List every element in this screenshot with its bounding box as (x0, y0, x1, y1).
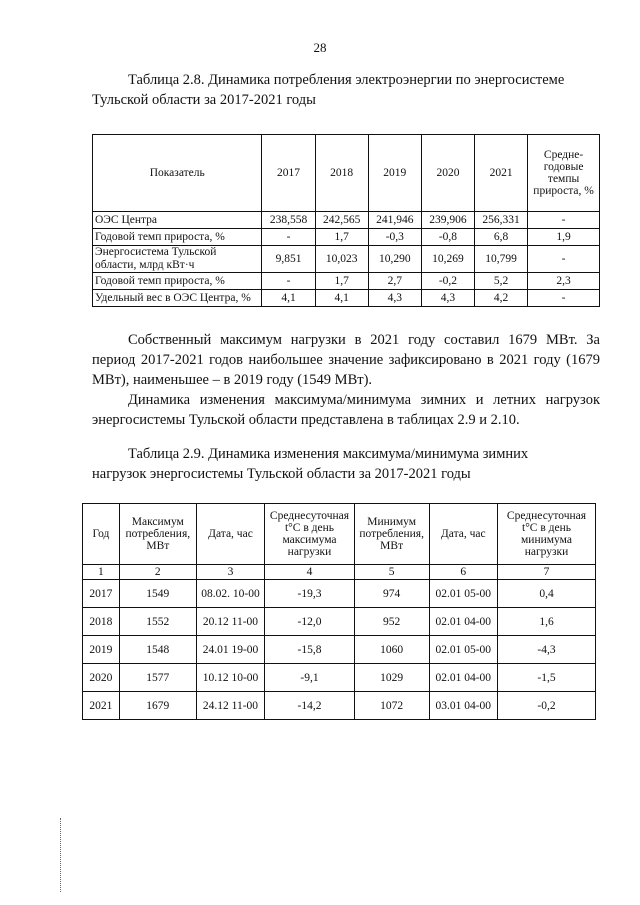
table-cell: 2018 (83, 608, 120, 636)
table-cell: 02.01 05-00 (429, 580, 497, 608)
header-cell: Год (83, 504, 120, 565)
table-2-9 (82, 503, 596, 720)
table-cell: 2021 (83, 692, 120, 720)
paragraph-max-load-text: Собственный максимум нагрузки в 2021 году составил 1679 МВт. За период 2017-2021 годов наибольшее значение зафиксировано в 2021 году (1679 МВт), наименьшее – в 2019 году (1549 МВт). (92, 332, 600, 388)
table-cell: 974 (354, 580, 429, 608)
table-cell: 02.01 04-00 (429, 664, 497, 692)
table-2-8 (92, 134, 600, 307)
table-row (83, 580, 596, 608)
header-cell: 2020 (421, 135, 474, 212)
table-cell: 1577 (119, 664, 196, 692)
table-cell: 1,6 (498, 608, 596, 636)
table-cell: 4,3 (421, 290, 474, 307)
table-cell: - (262, 273, 315, 290)
table-cell: - (262, 229, 315, 246)
table-cell: 4,1 (315, 290, 368, 307)
table-cell: -15,8 (265, 636, 355, 664)
table-2-8-caption (92, 70, 600, 110)
table-cell: 2017 (83, 580, 120, 608)
header-cell: 2021 (475, 135, 528, 212)
table-cell: 2020 (83, 664, 120, 692)
table-row (83, 608, 596, 636)
table-2-8-caption-line1: Таблица 2.8. Динамика потребления электроэнергии по энергосистеме (128, 72, 565, 88)
table-2-9-caption-line1: Таблица 2.9. Динамика изменения максимума/минимума зимних (128, 446, 529, 462)
margin-mark (60, 818, 63, 892)
table-cell: 08.02. 10-00 (196, 580, 264, 608)
table-2-9-caption (92, 444, 600, 484)
table-cell: 1072 (354, 692, 429, 720)
table-cell: ОЭС Центра (93, 212, 262, 229)
table-cell: 1679 (119, 692, 196, 720)
table-cell: Годовой темп прироста, % (93, 273, 262, 290)
table-cell: 952 (354, 608, 429, 636)
table-cell: 10,023 (315, 246, 368, 273)
header-cell: Максимум потребления, МВт (119, 504, 196, 565)
table-cell: 1029 (354, 664, 429, 692)
table-cell: 1549 (119, 580, 196, 608)
table-header-row (83, 504, 596, 565)
table-cell: 1,7 (315, 273, 368, 290)
table-cell: 1548 (119, 636, 196, 664)
header-cell: 2018 (315, 135, 368, 212)
header-cell: 2017 (262, 135, 315, 212)
table-cell: 1060 (354, 636, 429, 664)
table-cell: 10,799 (475, 246, 528, 273)
table-row (83, 692, 596, 720)
table-cell: 6,8 (475, 229, 528, 246)
index-cell: 1 (83, 565, 120, 580)
table-cell: 256,331 (475, 212, 528, 229)
table-row (93, 273, 600, 290)
table-cell: 238,558 (262, 212, 315, 229)
table-cell: 10.12 10-00 (196, 664, 264, 692)
table-cell: 5,2 (475, 273, 528, 290)
header-cell: Дата, час (196, 504, 264, 565)
table-row (83, 636, 596, 664)
header-cell: Дата, час (429, 504, 497, 565)
table-cell: - (528, 290, 600, 307)
table-cell: 4,2 (475, 290, 528, 307)
table-cell: 03.01 04-00 (429, 692, 497, 720)
index-cell: 6 (429, 565, 497, 580)
paragraph-dynamics (92, 390, 600, 430)
table-header-row (93, 135, 600, 212)
index-cell: 5 (354, 565, 429, 580)
table-cell: 4,1 (262, 290, 315, 307)
table-cell: -0,2 (421, 273, 474, 290)
table-cell: -0,2 (498, 692, 596, 720)
table-row (93, 229, 600, 246)
table-cell: - (528, 212, 600, 229)
table-cell: 24.12 11-00 (196, 692, 264, 720)
table-cell: -9,1 (265, 664, 355, 692)
paragraph-dynamics-text: Динамика изменения максимума/минимума зимних и летних нагрузок энергосистемы Тульской области представлена в таблицах 2.9 и 2.10. (92, 392, 600, 428)
table-cell: -1,5 (498, 664, 596, 692)
table-cell: 1,9 (528, 229, 600, 246)
table-cell: -4,3 (498, 636, 596, 664)
table-cell: 1552 (119, 608, 196, 636)
table-row (93, 290, 600, 307)
table-cell: 239,906 (421, 212, 474, 229)
table-cell: 10,290 (368, 246, 421, 273)
table-cell: 4,3 (368, 290, 421, 307)
table-2-9-caption-line2: нагрузок энергосистемы Тульской области за 2017-2021 годы (92, 466, 471, 482)
table-row (83, 664, 596, 692)
table-cell: Годовой темп прироста, % (93, 229, 262, 246)
index-cell: 2 (119, 565, 196, 580)
table-cell: - (528, 246, 600, 273)
table-cell: Удельный вес в ОЭС Центра, % (93, 290, 262, 307)
paragraph-max-load (92, 330, 600, 390)
table-row (93, 212, 600, 229)
table-cell: 242,565 (315, 212, 368, 229)
table-cell: -12,0 (265, 608, 355, 636)
table-cell: -0,8 (421, 229, 474, 246)
table-cell: -14,2 (265, 692, 355, 720)
table-cell: 2019 (83, 636, 120, 664)
table-row (93, 246, 600, 273)
table-cell: 0,4 (498, 580, 596, 608)
header-cell: Среднесуточная t°C в день максимума нагрузки (265, 504, 355, 565)
table-cell: 02.01 05-00 (429, 636, 497, 664)
table-cell: 9,851 (262, 246, 315, 273)
header-cell: Показатель (93, 135, 262, 212)
index-cell: 4 (265, 565, 355, 580)
table-cell: -19,3 (265, 580, 355, 608)
table-cell: 02.01 04-00 (429, 608, 497, 636)
table-cell: 2,7 (368, 273, 421, 290)
page-number: 28 (313, 40, 327, 55)
table-cell: 241,946 (368, 212, 421, 229)
table-cell: 20.12 11-00 (196, 608, 264, 636)
table-cell: Энергосистема Тульской области, млрд кВт·ч (93, 246, 262, 273)
table-cell: 1,7 (315, 229, 368, 246)
table-cell: 2,3 (528, 273, 600, 290)
table-cell: 24.01 19-00 (196, 636, 264, 664)
table-index-row (83, 565, 596, 580)
index-cell: 7 (498, 565, 596, 580)
index-cell: 3 (196, 565, 264, 580)
header-cell: Средне-годовые темпы прироста, % (528, 135, 600, 212)
table-2-8-caption-line2: Тульской области за 2017-2021 годы (92, 92, 316, 108)
header-cell: Среднесуточная t°C в день минимума нагрузки (498, 504, 596, 565)
header-cell: Минимум потребления, МВт (354, 504, 429, 565)
table-cell: 10,269 (421, 246, 474, 273)
table-cell: -0,3 (368, 229, 421, 246)
header-cell: 2019 (368, 135, 421, 212)
